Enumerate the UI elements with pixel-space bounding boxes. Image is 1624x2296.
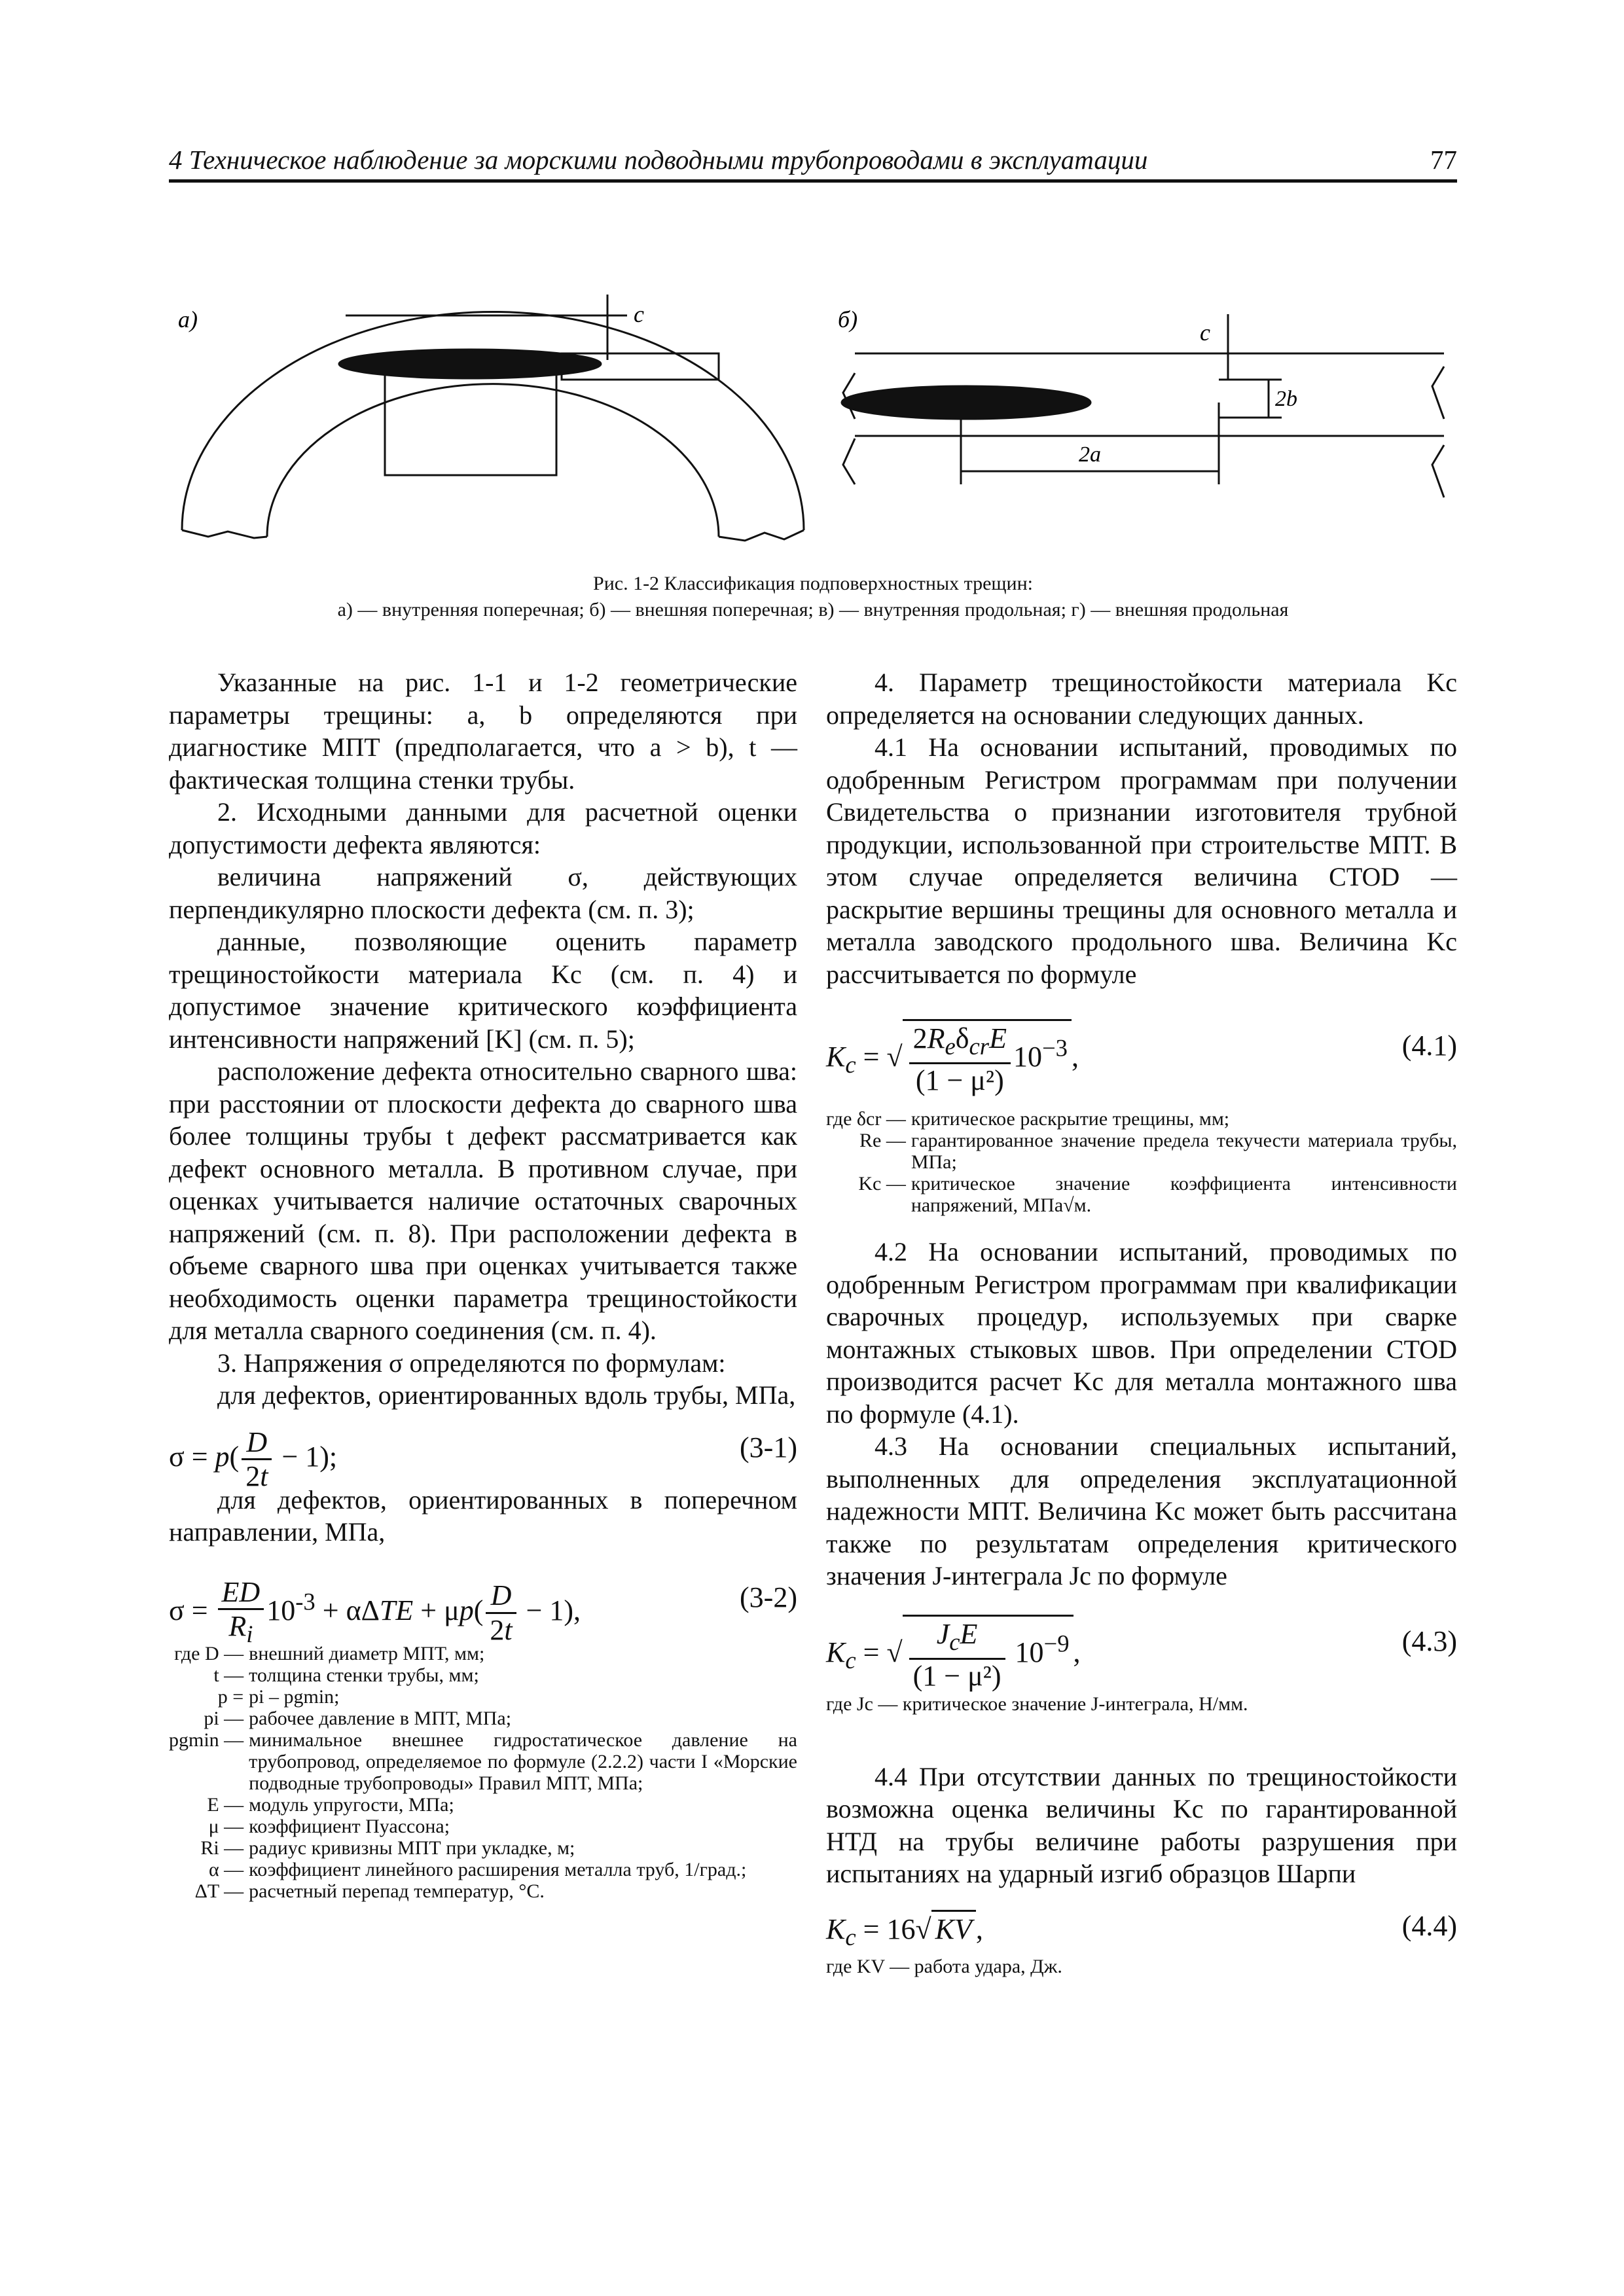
paragraph: 2. Исходными данными для расчетной оценки допустимости дефекта являются:: [169, 797, 797, 859]
paragraph: 4.2 На основании испытаний, проводимых по одобренным Регистром программам при квалификации сварочных процедур, используемых при сварке монтажных стыковых швов. При определении CTOD производится расчет Kc для металла монтажного шва по формуле (4.1).: [826, 1237, 1457, 1429]
paragraph: расположение дефекта относительно сварного шва: при расстоянии от плоскости дефекта до сварного шва более толщины трубы t дефект рассматривается как дефект основного металла. В противном случае, при оценках учитывается наличие остаточных сварочных напряжений (см. п. 8). При расположении дефекта в объеме сварного шва при оценках учитывается также необходимость оценки параметра трещиностойкости для металла сварного соединения (см. п. 4).: [169, 1056, 797, 1345]
label-b: б): [838, 306, 858, 332]
equation-number: (4.3): [1401, 1624, 1457, 1657]
figure-b: [842, 314, 1444, 497]
paragraph: для дефектов, ориентированных вдоль трубы, МПа,: [217, 1380, 796, 1410]
paragraph: 3. Напряжения σ определяются по формулам:: [217, 1348, 726, 1378]
paragraph: данные, позволяющие оценить параметр трещиностойкости материала Kc (см. п. 4) и допустимое значение критического коэффициента интенсивности напряжений [K] (см. п. 5);: [169, 927, 797, 1054]
equation-number: (3-1): [740, 1431, 797, 1463]
caption-legend: а) — внутренняя поперечная; б) — внешняя поперечная; в) — внутренняя продольная; г) — внешняя продольная: [337, 599, 1289, 620]
paragraph: для дефектов, ориентированных в поперечном направлении, МПа,: [169, 1484, 797, 1547]
equation-number: (4.1): [1401, 1030, 1457, 1062]
paragraph: 4.4 При отсутствии данных по трещиностойкости возможна оценка величины Kc по гарантированной НТД на трубы величине работы разрушения при испытаниях на ударный изгиб образцов Шарпи: [826, 1761, 1457, 1888]
paragraph: 4.3 На основании специальных испытаний, выполненных для определения эксплуатационной надежности МПТ. Величина Kc может быть рассчитана также по результатам определения критического значения J-интеграла Jc по формуле: [826, 1431, 1457, 1590]
dim-c-a: c: [634, 301, 644, 327]
right-column: [826, 666, 1457, 1997]
equation-3-1: σ = p( $\frac{D}{2t}$ − 1); (3-1): [169, 1426, 797, 1492]
legend-4-3: где Jc — критическое значение J-интеграла, Н/мм.: [826, 1693, 1248, 1715]
paragraph: величина напряжений σ, действующих перпендикулярно плоскости дефекта (см. п. 3);: [169, 862, 797, 924]
equation-4-4: $K_c = 16√$ KV , (4.4): [826, 1909, 1457, 1950]
paragraph: 4. Параметр трещиностойкости материала Kc определяется на основании следующих данных.: [826, 668, 1457, 730]
figure-caption: [169, 571, 1457, 623]
paragraph: 4.1 На основании испытаний, проводимых по одобренным Регистром программам при получении Свидетельства о признании изготовителя трубной продукции, использованной при строительстве МПТ. В этом случае определяется величина CTOD — раскрытие вершины трещины для основного металла и металла заводского продольного шва. Величина Kc рассчитывается по формуле: [826, 732, 1457, 989]
dim-2b: 2b: [1275, 387, 1297, 411]
legend-4-4: где KV — работа удара, Дж.: [826, 1955, 1062, 1977]
equation-number: (4.4): [1401, 1909, 1457, 1942]
caption-title: Рис. 1-2 Классификация подповерхностных трещин:: [593, 573, 1033, 594]
label-a: а): [178, 306, 198, 332]
crack-figure: [169, 288, 1457, 563]
header-title: 4 Техническое наблюдение за морскими подводными трубопроводами в эксплуатации: [169, 145, 1148, 175]
left-column: [169, 666, 797, 1922]
figure-a: [182, 295, 804, 541]
paragraph: Указанные на рис. 1-1 и 1-2 геометрические параметры трещины: a, b определяются при диагностике МПТ (предполагается, что a > b), t — фактическая толщина стенки трубы.: [169, 668, 797, 795]
equation-number: (3-2): [740, 1581, 797, 1613]
page-number: 77: [1430, 145, 1457, 175]
equation-4-3: $K_c$ = √ $\frac{J_cE}{\text{(1 − μ²)}}$ $10^{-9}$ , (4.3): [826, 1605, 1457, 1677]
equation-4-1: $K_c$ = √ $\frac{2R_e\delta_{cr}E}{\text{(1 − μ²)}}$ $10^{-3}$ , (4.1): [826, 1010, 1457, 1082]
legend-4-1: где δcr — критическое раскрытие трещины, мм; Re — гарантированное значение предела текучести материала трубы, МПа; Kc — критическое значение коэффициента интенсивности напряжений, МПа√м.: [826, 1108, 1457, 1216]
equation-3-2: σ = $\frac{ED}{R_i}$ $10^{-3} + \alpha\Delta TE + \mu p$( $\frac{D}{2t}$ − 1), (3-2): [169, 1575, 797, 1647]
legend-3-2: где D — внешний диаметр МПТ, мм; t — толщина стенки трубы, мм; p = pi – pgmin; pi — рабочее давление в МПТ, МПа; pgmin — минимальное внешнее гидростатическое давление на трубопровод, определяемое по формуле (2.2.2) части I «Морские подводные трубопроводы» Правил МПТ, МПа; E — модуль упругости, МПа; μ — коэффициент Пуассона; Ri — радиус кривизны МПТ при укладке, м; α — коэффициент линейного расширения металла труб, 1/град.; ΔT — расчетный перепад температур, °С.: [169, 1642, 797, 1902]
dim-c-b: c: [1200, 319, 1210, 346]
dim-2a: 2a: [1079, 442, 1101, 467]
running-header: [169, 145, 1457, 183]
